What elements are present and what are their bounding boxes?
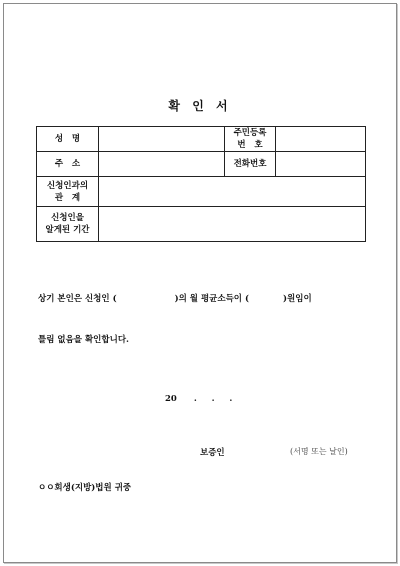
period-value-cell xyxy=(99,207,366,242)
name-label-cell xyxy=(37,127,99,152)
relation-label-line2: 관 계 xyxy=(54,192,81,203)
address-label-cell xyxy=(37,152,99,177)
relation-value-cell xyxy=(99,177,366,207)
name-value-cell xyxy=(99,127,225,152)
statement-line-2: 틀림 없음을 확인합니다. xyxy=(38,335,129,345)
period-label-cell xyxy=(37,207,99,242)
date-year-prefix: 20 xyxy=(165,394,177,404)
rrn-value-cell xyxy=(276,127,366,152)
rrn-label-line2: 번 호 xyxy=(237,140,263,150)
address-label: 주 소 xyxy=(54,159,81,169)
name-label: 성 명 xyxy=(54,134,81,144)
phone-label-cell xyxy=(225,152,276,177)
period-label-line1: 신청인을 xyxy=(51,213,84,223)
rrn-label-line1: 주민등록 xyxy=(233,128,267,138)
document-title: 확 인 서 xyxy=(168,99,232,113)
phone-label: 전화번호 xyxy=(233,159,267,169)
phone-value-cell xyxy=(276,152,366,177)
recipient-court: ㅇㅇ회생(지방)법원 귀중 xyxy=(38,483,132,493)
rrn-label-cell xyxy=(225,127,276,152)
document-page xyxy=(3,3,397,563)
info-table xyxy=(36,126,366,242)
statement-part-2: )의 월 평균소득이 ( xyxy=(174,294,249,304)
sign-note: (서명 또는 날인) xyxy=(290,447,348,456)
date-line xyxy=(165,394,232,404)
statement-part-1: 상기 본인은 신청인 ( xyxy=(38,294,117,304)
relation-label-cell xyxy=(37,177,99,207)
date-dots: . . . xyxy=(193,394,233,404)
statement-line-1 xyxy=(38,292,312,304)
guarantor-label: 보증인 xyxy=(200,448,225,458)
address-value-cell xyxy=(99,152,225,177)
relation-label-line1: 신청인과의 xyxy=(46,180,89,191)
statement-part-3: )원임이 xyxy=(283,294,312,304)
period-label-line2: 알게된 기간 xyxy=(45,225,90,235)
